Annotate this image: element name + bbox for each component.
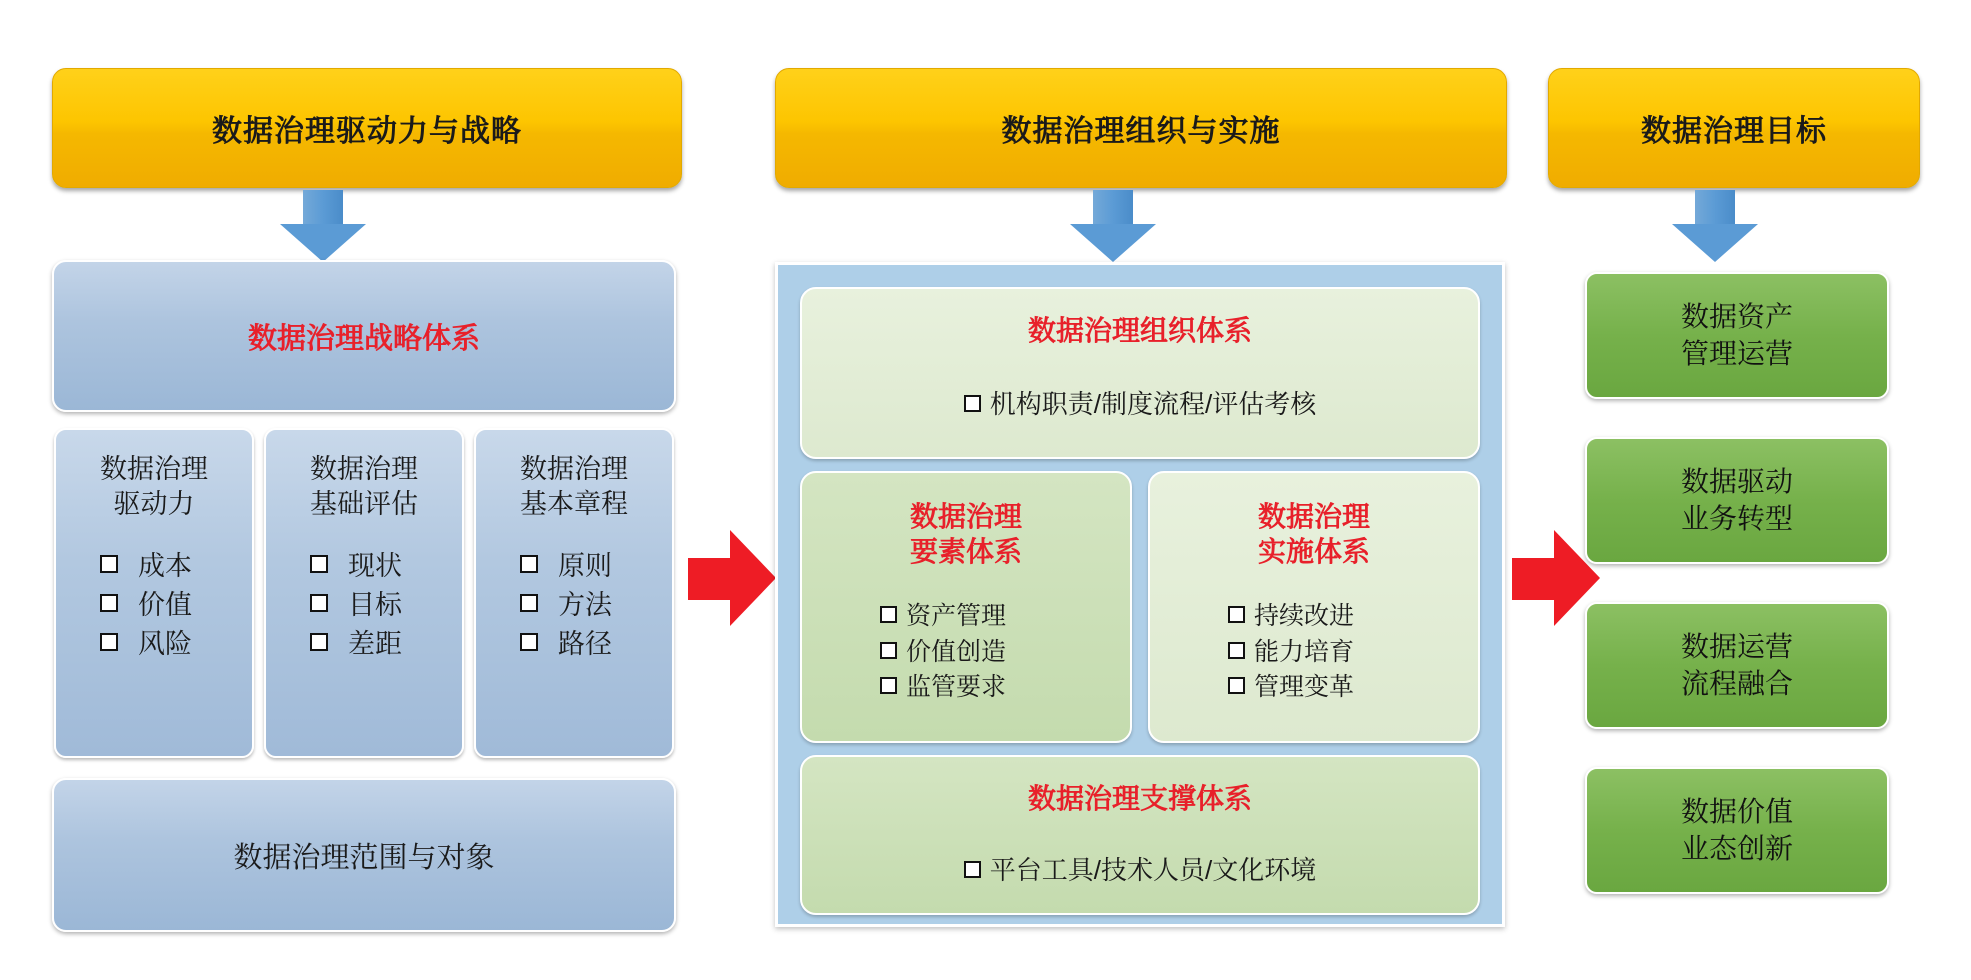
arrow-down-left (280, 190, 366, 262)
right-column (1585, 272, 1895, 927)
header-right (1548, 68, 1920, 188)
strategy-system-panel (52, 260, 676, 412)
goal-line-1: 数据价值 (1680, 796, 1793, 828)
implementation-card (1148, 471, 1480, 743)
arrow-head (1672, 224, 1758, 262)
goal-card-value-innovation (1585, 767, 1889, 894)
implementation-card-title: 数据治理 实施体系 (1257, 501, 1370, 567)
arrow-shaft (1512, 558, 1556, 600)
goal-card-business-transformation (1585, 437, 1889, 564)
strategy-system-title: 数据治理战略体系 (247, 322, 480, 355)
elements-card (800, 471, 1132, 743)
list-item: 能力培育 (1228, 635, 1478, 671)
list-item: 目标 (310, 586, 462, 625)
list-item: 价值 (100, 586, 252, 625)
list-item: 原则 (520, 547, 672, 586)
subcard-drivers-title: 数据治理 驱动力 (100, 454, 208, 519)
arrow-head (730, 530, 776, 626)
goal-line-2: 业态创新 (1680, 832, 1793, 864)
list-item: 路径 (520, 625, 672, 664)
header-middle-label: 数据治理组织与实施 (1001, 115, 1281, 148)
organization-card-line: 机构职责/制度流程/评估考核 (802, 384, 1478, 421)
subcard-assessment (264, 428, 464, 758)
subcard-assessment-bullets (266, 547, 462, 664)
arrow-down-right (1672, 190, 1758, 262)
header-right-label: 数据治理目标 (1641, 115, 1827, 148)
list-item: 风险 (100, 625, 252, 664)
goal-line-1: 数据驱动 (1680, 466, 1793, 498)
header-left-label: 数据治理驱动力与战略 (212, 115, 522, 148)
goal-line-1: 数据资产 (1680, 301, 1793, 333)
subcard-drivers (54, 428, 254, 758)
list-item: 持续改进 (1228, 599, 1478, 635)
header-left (52, 68, 682, 188)
support-card-line: 平台工具/技术人员/文化环境 (802, 850, 1478, 887)
header-middle (775, 68, 1507, 188)
goal-card-process-integration (1585, 602, 1889, 729)
left-column (52, 260, 680, 930)
subcard-charter-title: 数据治理 基本章程 (520, 454, 628, 519)
organization-card-title: 数据治理组织体系 (1027, 315, 1252, 346)
goal-line-2: 流程融合 (1680, 667, 1793, 699)
elements-card-bullets (802, 599, 1130, 706)
subcard-assessment-title: 数据治理 基础评估 (310, 454, 418, 519)
arrow-shaft (303, 190, 343, 226)
support-card-title: 数据治理支撑体系 (1027, 783, 1252, 814)
arrow-head (1070, 224, 1156, 262)
arrow-head (280, 224, 366, 262)
scope-panel-title: 数据治理范围与对象 (233, 841, 495, 874)
goal-line-1: 数据运营 (1680, 631, 1793, 663)
implementation-card-bullets (1150, 599, 1478, 706)
list-item: 方法 (520, 586, 672, 625)
arrow-shaft (1695, 190, 1735, 226)
list-item: 监管要求 (880, 670, 1130, 706)
arrow-shaft (688, 558, 732, 600)
subcard-charter-bullets (476, 547, 672, 664)
support-card (800, 755, 1480, 915)
list-item: 资产管理 (880, 599, 1130, 635)
goal-line-2: 管理运营 (1680, 337, 1793, 369)
elements-card-title: 数据治理 要素体系 (909, 501, 1022, 567)
list-item: 差距 (310, 625, 462, 664)
middle-column (775, 262, 1505, 927)
subcard-drivers-bullets (56, 547, 252, 664)
list-item: 管理变革 (1228, 670, 1478, 706)
arrow-right-left-to-middle (688, 530, 774, 626)
goal-line-2: 业务转型 (1680, 502, 1793, 534)
list-item: 价值创造 (880, 635, 1130, 671)
subcard-charter (474, 428, 674, 758)
arrow-shaft (1093, 190, 1133, 226)
list-item: 现状 (310, 547, 462, 586)
organization-card (800, 287, 1480, 459)
list-item: 成本 (100, 547, 252, 586)
goal-card-asset-management (1585, 272, 1889, 399)
arrow-down-middle (1070, 190, 1156, 262)
scope-panel (52, 778, 676, 932)
